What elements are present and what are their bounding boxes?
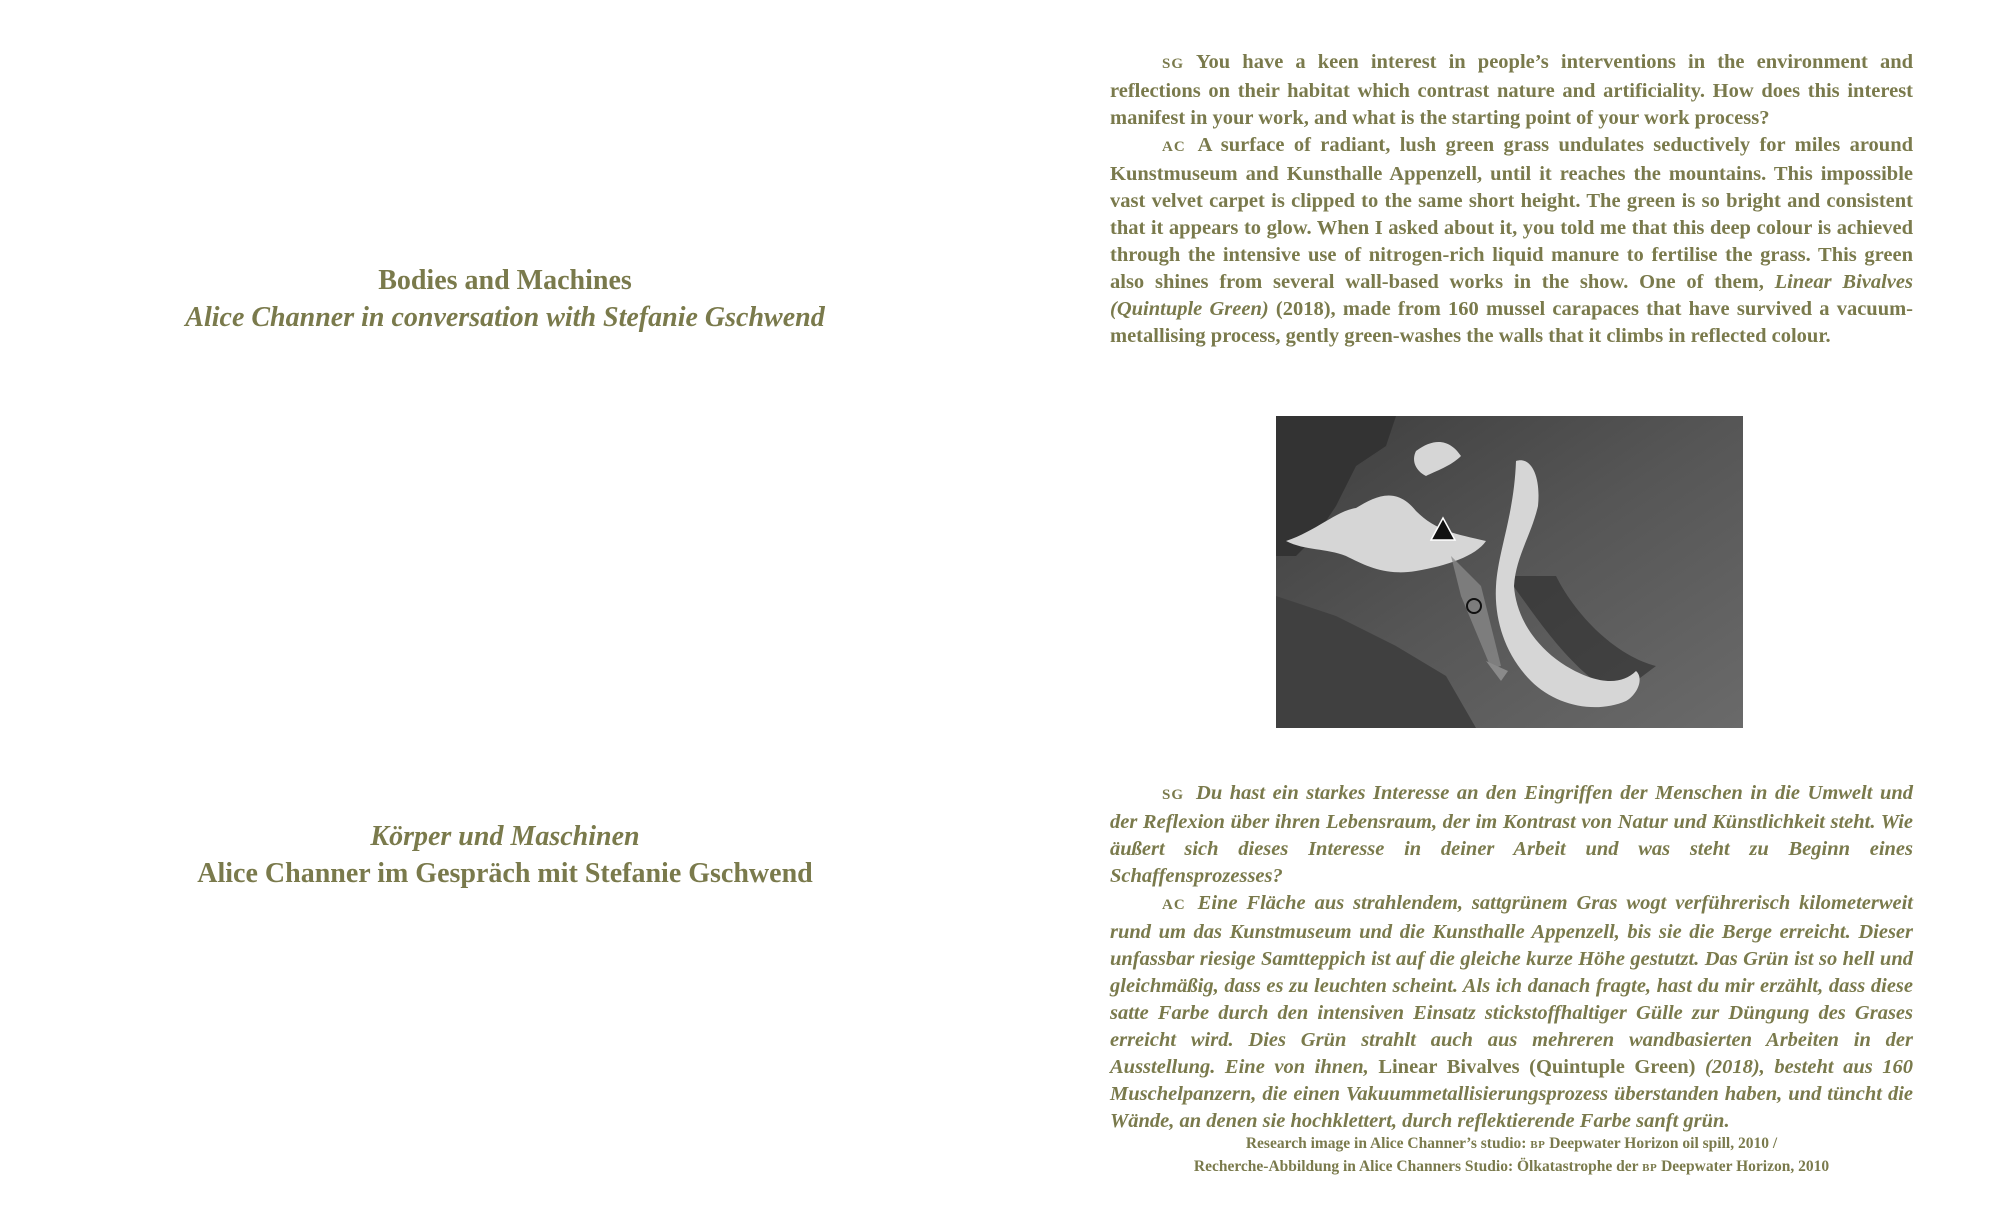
caption-text: Research image in Alice Channer’s studio: — [1245, 1135, 1527, 1152]
title-german-main: Körper und Maschinen — [370, 821, 640, 852]
english-text-column — [1110, 49, 1913, 350]
oil-spill-map — [1276, 416, 1743, 728]
english-question — [1110, 49, 1913, 132]
speaker-label: AC — [1162, 139, 1186, 155]
speaker-label: SG — [1162, 787, 1185, 803]
english-answer — [1110, 132, 1913, 350]
image-caption — [1110, 1133, 1913, 1179]
paragraph-text: (2018), made from 160 mussel carapaces that have survived a vacuum-metallising process, gently green-washes the walls that it climbs in reflected colour. — [1110, 298, 1913, 347]
title-english — [140, 262, 870, 336]
caption-english — [1110, 1133, 1913, 1156]
caption-text: Deepwater Horizon, 2010 — [1661, 1158, 1830, 1175]
title-german — [140, 818, 870, 892]
caption-text: Deepwater Horizon oil spill, 2010 / — [1549, 1135, 1778, 1152]
paragraph-text: A surface of radiant, lush green grass undulates seductively for miles around Kunstmuseum and Kunsthalle Appenzell, until it reaches the mountains. This impossible vast velvet carpet is clipped to the same short height. The green is so bright and consistent that it appears to glow. When I asked about it, you told me that this deep colour is achieved through the intensive use of nitrogen-rich liquid manure to fertilise the grass. This green also shines from several wall-based works in the show. One of them, — [1110, 134, 1913, 293]
german-answer — [1110, 890, 1913, 1135]
title-german-subtitle: Alice Channer im Gespräch mit Stefanie Gschwend — [197, 858, 813, 889]
work-title: Linear Bivalves (Quintuple Green) — [1378, 1056, 1696, 1078]
paragraph-text: (2018), besteht aus 160 Muschelpanzern, die einen Vakuummetallisierungsprozess überstanden haben, und tüncht die Wände, an denen sie hochklettert, durch reflektierende Farbe sanft grün. — [1110, 1056, 1914, 1132]
oil-spill-map-image — [1276, 416, 1743, 728]
german-question — [1110, 780, 1913, 890]
work-title: Linear Bivalves (Quintuple Green) — [1110, 271, 1913, 320]
paragraph-text: Eine Fläche aus strahlendem, sattgrünem Gras wogt verführerisch kilometerweit rund um das Kunstmuseum und die Kunsthalle Appenzell, bis sie die Berge erreicht. Dieser unfassbar riesige Samtteppich ist auf die gleiche kurze Höhe gestutzt. Das Grün ist so hell und gleichmäßig, dass es zu leuchten scheint. Als ich danach fragte, hast du mir erzählt, dass diese satte Farbe durch den intensiven Einsatz stickstoffhaltiger Gülle zur Düngung des Grases erreicht wird. Dies Grün strahlt auch aus mehreren wandbasierten Arbeiten in der Ausstellung. Eine von ihnen, — [1110, 892, 1913, 1078]
caption-abbreviation: BP — [1530, 1139, 1546, 1151]
caption-abbreviation: BP — [1642, 1162, 1658, 1174]
caption-german — [1110, 1156, 1913, 1179]
speaker-label: SG — [1162, 56, 1185, 72]
caption-text: Recherche-Abbildung in Alice Channers Studio: Ölkatastrophe der — [1193, 1158, 1639, 1175]
paragraph-text: You have a keen interest in people’s interventions in the environment and reflections on their habitat which contrast nature and artificiality. How does this interest manifest in your work, and what is the starting point of your work process? — [1110, 51, 1913, 129]
title-english-main: Bodies and Machines — [378, 265, 632, 296]
paragraph-text: Du hast ein starkes Interesse an den Eingriffen der Menschen in die Umwelt und der Reflexion über ihren Lebensraum, der im Kontrast von Natur und Künstlichkeit steht. Wie äußert sich dieses Interesse in deiner Arbeit und was steht zu Beginn eines Schaffensprozesses? — [1110, 782, 1913, 887]
title-english-subtitle: Alice Channer in conversation with Stefanie Gschwend — [185, 302, 825, 333]
speaker-label: AC — [1162, 897, 1186, 913]
german-text-column — [1110, 780, 1913, 1135]
